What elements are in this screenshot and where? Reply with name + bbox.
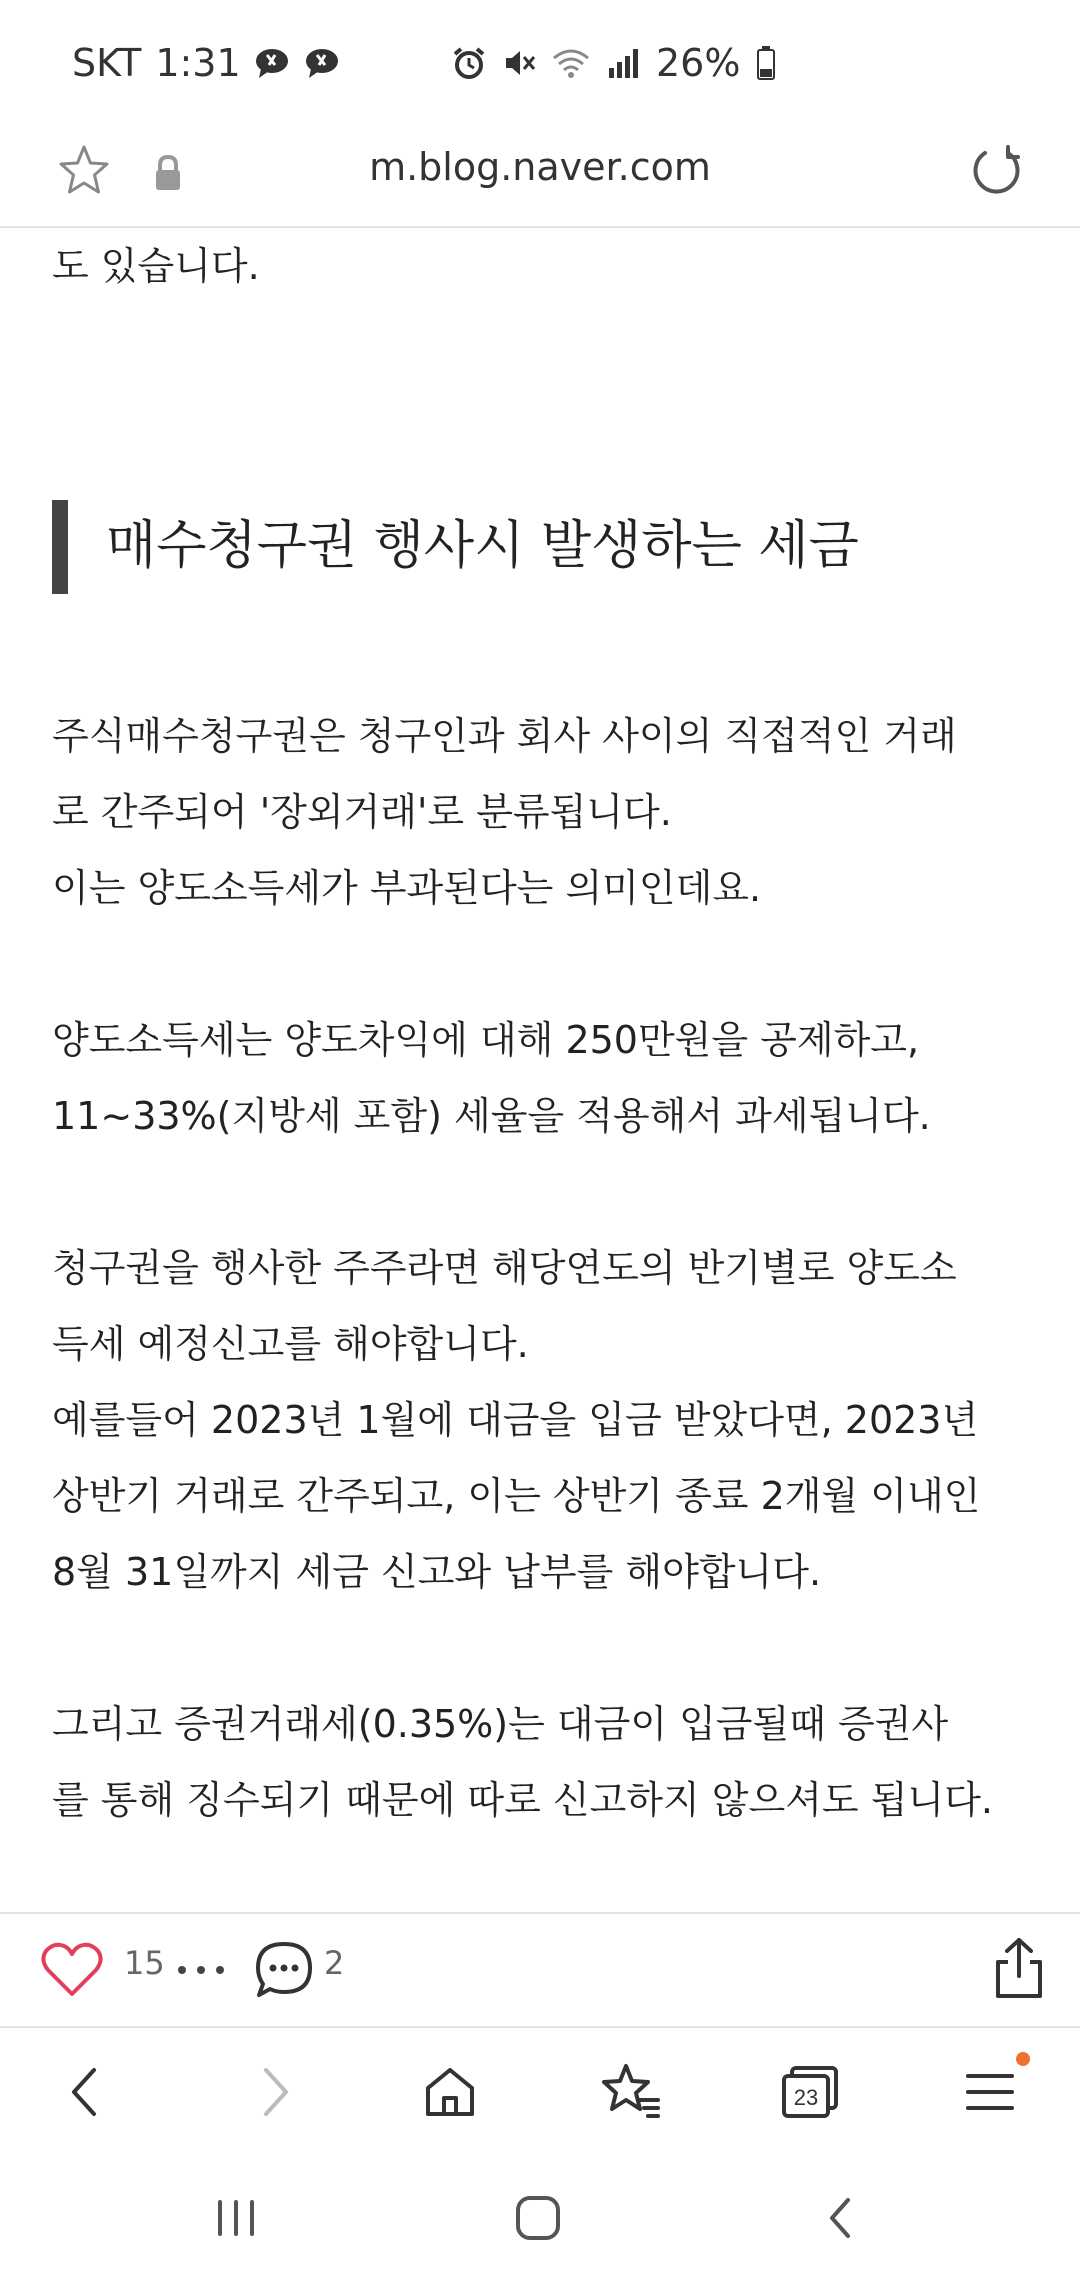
more-icon[interactable] bbox=[176, 1964, 226, 1976]
status-left bbox=[72, 41, 341, 85]
back-icon[interactable] bbox=[56, 2060, 120, 2124]
home-icon[interactable] bbox=[418, 2060, 482, 2124]
mute-icon bbox=[502, 46, 536, 80]
browser-nav-bar bbox=[0, 2030, 1080, 2158]
article-line: 상반기 거래로 간주되고, 이는 상반기 종료 2개월 이내인 bbox=[52, 1474, 981, 1518]
comment-count: 2 bbox=[324, 1944, 345, 1982]
article-line: 주식매수청구권은 청구인과 회사 사이의 직접적인 거래 bbox=[52, 714, 957, 758]
heart-icon[interactable] bbox=[40, 1940, 104, 2000]
url-text[interactable]: m.blog.naver.com bbox=[369, 145, 711, 189]
talk-icon bbox=[305, 47, 341, 79]
tabs-icon[interactable] bbox=[778, 2060, 842, 2124]
reload-icon[interactable] bbox=[968, 143, 1024, 199]
recents-icon[interactable] bbox=[206, 2188, 266, 2248]
reaction-bar bbox=[0, 1912, 1080, 2028]
article-line: 그리고 증권거래세(0.35%)는 대금이 입금될때 증권사 bbox=[52, 1702, 949, 1746]
comment-icon[interactable] bbox=[254, 1940, 314, 2000]
notification-dot bbox=[1016, 2052, 1030, 2066]
url-bar bbox=[0, 125, 1080, 228]
carrier-label: SKT bbox=[72, 40, 142, 85]
article-line: 를 통해 징수되기 때문에 따로 신고하지 않으셔도 됩니다. bbox=[52, 1778, 993, 1822]
battery-percent: 26% bbox=[656, 40, 741, 85]
tab-count: 23 bbox=[793, 2085, 819, 2110]
article-fragment: 도 있습니다. bbox=[52, 244, 260, 288]
clock-label: 1:31 bbox=[155, 40, 241, 85]
article-line: 로 간주되어 '장외거래'로 분류됩니다. bbox=[52, 790, 672, 834]
heading-accent-bar bbox=[52, 500, 68, 594]
article-line: 8월 31일까지 세금 신고와 납부를 해야합니다. bbox=[52, 1550, 822, 1594]
battery-icon bbox=[756, 45, 776, 81]
article-line: 이는 양도소득세가 부과된다는 의미인데요. bbox=[52, 866, 762, 910]
alarm-icon bbox=[452, 46, 486, 80]
article-line: 득세 예정신고를 해야합니다. bbox=[52, 1322, 529, 1366]
talk-icon bbox=[255, 47, 291, 79]
bookmarks-icon[interactable] bbox=[598, 2060, 662, 2124]
system-nav-bar bbox=[0, 2158, 1080, 2280]
like-count: 15 bbox=[124, 1944, 165, 1982]
status-right bbox=[452, 0, 776, 125]
wifi-icon bbox=[552, 46, 590, 80]
section-heading bbox=[52, 500, 1032, 594]
share-icon[interactable] bbox=[990, 1936, 1048, 2000]
article-line: 11~33%(지방세 포함) 세율을 적용해서 과세됩니다. bbox=[52, 1094, 931, 1138]
heading-text: 매수청구권 행사시 발생하는 세금 bbox=[106, 516, 859, 576]
article-line: 양도소득세는 양도차익에 대해 250만원을 공제하고, bbox=[52, 1018, 920, 1062]
article-line: 청구권을 행사한 주주라면 해당연도의 반기별로 양도소 bbox=[52, 1246, 957, 1290]
home-icon[interactable] bbox=[508, 2188, 568, 2248]
forward-icon[interactable] bbox=[240, 2060, 304, 2124]
menu-icon[interactable] bbox=[958, 2060, 1022, 2124]
status-bar bbox=[0, 0, 1080, 125]
signal-icon bbox=[606, 46, 640, 80]
back-icon[interactable] bbox=[810, 2188, 870, 2248]
article-line: 예를들어 2023년 1월에 대금을 입금 받았다면, 2023년 bbox=[52, 1398, 979, 1442]
